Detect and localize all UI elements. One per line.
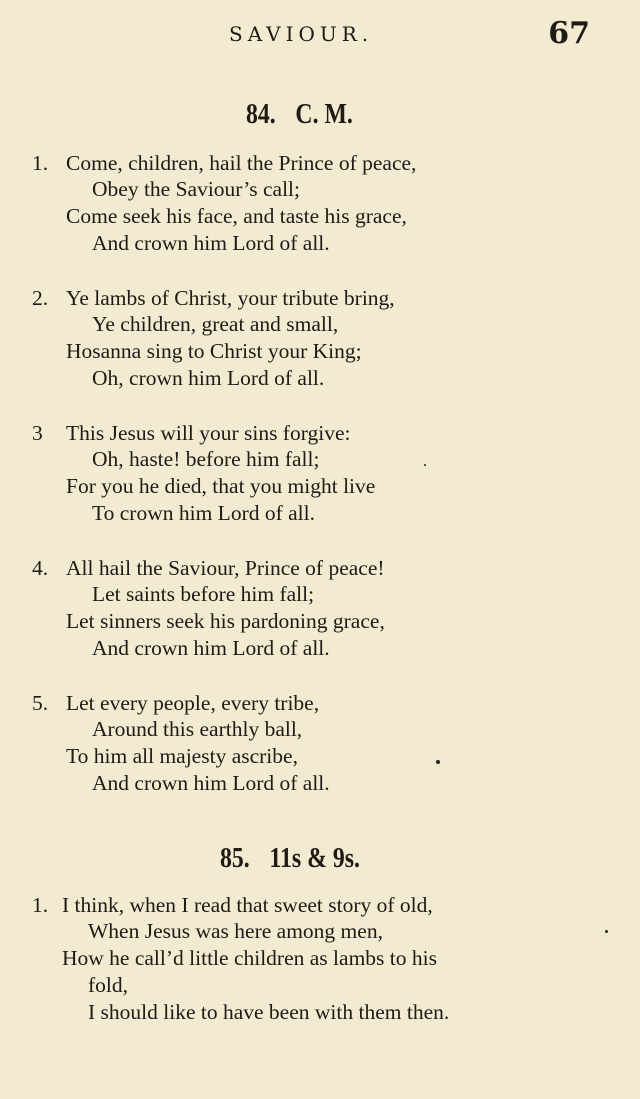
verse-line: To crown him Lord of all. [92,501,315,525]
ink-speck [605,930,608,933]
verse-line: Around this earthly ball, [92,717,303,741]
verse-line: Let saints before him fall; [92,582,315,606]
verse-line: When Jesus was here among men, [88,919,383,943]
verse-line: Obey the Saviour’s call; [92,177,300,201]
hymn-number: 85. [220,842,250,874]
stanza-number: 2. [32,286,49,310]
hymn-number: 84. [246,98,276,130]
page-number: 67 [548,16,590,51]
ink-speck [436,760,440,764]
verse-line: This Jesus will your sins forgive: [66,421,351,445]
verse-line: Let sinners seek his pardoning grace, [66,609,385,633]
verse-line: How he call’d little children as lambs to his [62,946,437,970]
verse-line: For you he died, that you might live [66,474,376,498]
verse-line: All hail the Saviour, Prince of peace! [66,556,385,580]
stanza-number: 3 [32,421,43,445]
verse-line: And crown him Lord of all. [92,771,330,795]
stanza-number: 1. [32,893,49,917]
verse-line: Come seek his face, and taste his grace, [66,204,407,228]
verse-line: Ye children, great and small, [92,312,339,336]
verse-line: Ye lambs of Christ, your tribute bring, [66,286,395,310]
stanza-number: 5. [32,691,49,715]
hymn-85-heading [220,842,360,875]
verse-line: And crown him Lord of all. [92,636,330,660]
hymn-meter: C. M. [295,98,353,130]
verse-line: I should like to have been with them then. [88,1000,450,1024]
verse-line: Hosanna sing to Christ your King; [66,339,362,363]
hymn-meter: 11s & 9s. [269,842,360,874]
verse-line: I think, when I read that sweet story of old, [62,893,433,917]
verse-line: And crown him Lord of all. [92,231,330,255]
verse-line: Oh, haste! before him fall; [92,447,320,471]
verse-line: To him all majesty ascribe, [66,744,298,768]
stanza-number: 4. [32,556,49,580]
verse-line: Oh, crown him Lord of all. [92,366,325,390]
verse-line: fold, [88,973,129,997]
stanza-number: 1. [32,151,49,175]
ink-speck [424,464,426,466]
hymn-84-heading [246,98,353,131]
verse-line: Let every people, every tribe, [66,691,320,715]
running-title: SAVIOUR. [229,22,374,46]
verse-line: Come, children, hail the Prince of peace, [66,151,417,175]
